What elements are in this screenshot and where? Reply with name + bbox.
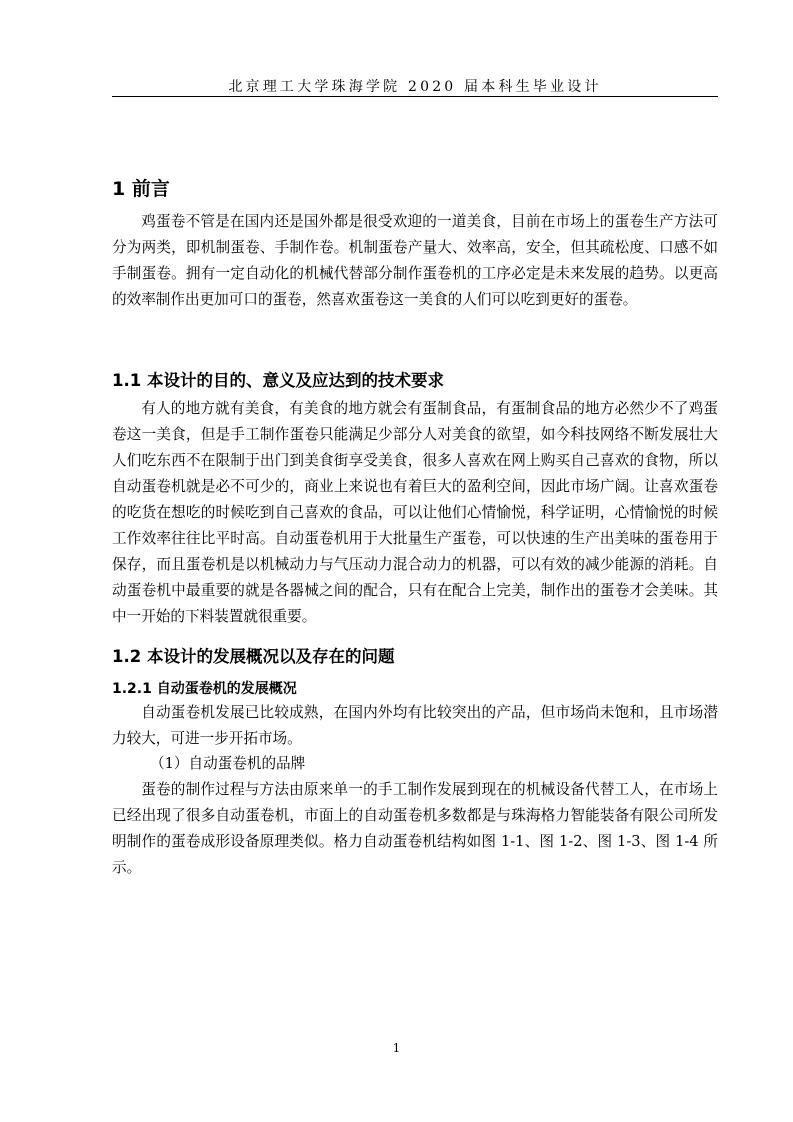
section-heading-1-1: 1.1 本设计的目的、意义及应达到的技术要求 — [112, 371, 444, 390]
header-rule — [112, 96, 718, 97]
subsection-heading-1-2-1: 1.2.1 自动蛋卷机的发展概况 — [112, 681, 297, 697]
list-item-brand: （1）自动蛋卷机的品牌 — [150, 755, 306, 772]
paragraph-intro: 鸡蛋卷不管是在国内还是国外都是很受欢迎的一道美食，目前在市场上的蛋卷生产方法可分为两类，即机制蛋卷、手制作卷。机制蛋卷产量大、效率高，安全，但其疏松度、口感不如手制蛋卷。拥有一定自动化的机械代替部分制作蛋卷机的工序必定是未来发展的趋势。以更高的效率制作出更加可口的蛋卷，然喜欢蛋卷这一美食的人们可以吃到更好的蛋卷。 — [112, 213, 718, 308]
section-heading-1-2: 1.2 本设计的发展概况以及存在的问题 — [112, 647, 395, 666]
page-number: 1 — [392, 1041, 401, 1055]
paragraph-development: 自动蛋卷机发展已比较成熟，在国内外均有比较突出的产品，但市场尚未饱和，且市场潜力较大，可进一步开拓市场。 — [112, 704, 718, 747]
paragraph-brand: 蛋卷的制作过程与方法由原来单一的手工制作发展到现在的机械设备代替工人，在市场上已经出现了很多自动蛋卷机，市面上的自动蛋卷机多数都是与珠海格力智能装备有限公司所发明制作的蛋卷成形设备原理类似。格力自动蛋卷机结构如图 1-1、图 1-2、图 1-3、图 1-4 所示。 — [112, 781, 718, 876]
section-heading-1: 1 前言 — [112, 178, 170, 200]
page-header: 北京理工大学珠海学院 2020 届本科生毕业设计 — [228, 79, 602, 95]
paragraph-purpose: 有人的地方就有美食，有美食的地方就会有蛋制食品，有蛋制食品的地方必然少不了鸡蛋卷这一美食，但是手工制作蛋卷只能满足少部分人对美食的欲望，如今科技网络不断发展壮大人们吃东西不在限制于出门到美食街享受美食，很多人喜欢在网上购买自己喜欢的食物，所以自动蛋卷机就是必不可少的，商业上来说也有着巨大的盈利空间，因此市场广阔。让喜欢蛋卷的吃货在想吃的时候吃到自己喜欢的食品，可以让他们心情愉悦，科学证明，心情愉悦的时候工作效率往往比平时高。自动蛋卷机用于大批量生产蛋卷，可以快速的生产出美味的蛋卷用于保存，而且蛋卷机是以机械动力与气压动力混合动力的机器，可以有效的减少能源的消耗。自动蛋卷机中最重要的就是各器械之间的配合，只有在配合上完美，制作出的蛋卷才会美味。其中一开始的下料装置就很重要。 — [112, 400, 718, 625]
